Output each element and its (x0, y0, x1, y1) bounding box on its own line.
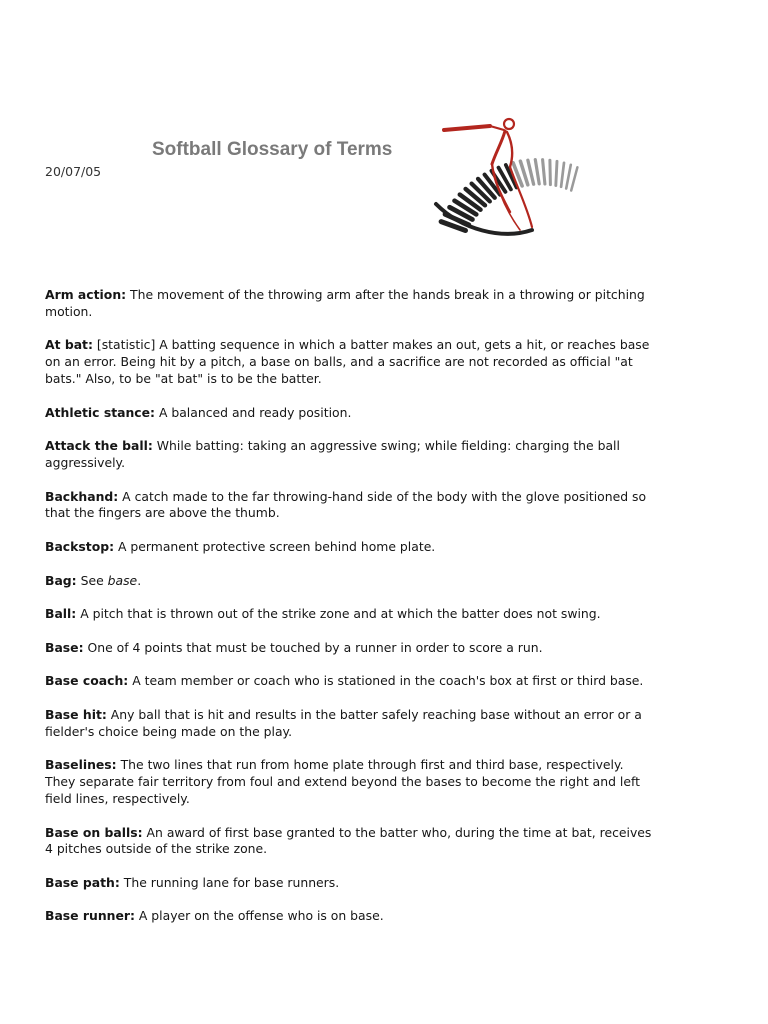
glossary-term: Base on balls: (45, 824, 143, 840)
glossary-entry (45, 539, 655, 556)
glossary-definition: Any ball that is hit and results in the batter safely reaching base without an error or a fielder's choice being made on the play. (45, 706, 642, 739)
glossary-entry (45, 337, 655, 387)
glossary-definition-end: . (137, 572, 142, 588)
glossary-definition: See (76, 572, 108, 588)
glossary-definition: A team member or coach who is stationed in the coach's box at first or third base. (128, 673, 644, 689)
logo-stripe (561, 163, 564, 187)
glossary-definition: The movement of the throwing arm after the hands break in a throwing or pitching motion. (45, 287, 645, 319)
glossary-definition: An award of first base granted to the batter who, during the time at bat, receives 4 pitches outside of the strike zone. (45, 824, 652, 857)
glossary-entry (45, 287, 655, 321)
glossary-definition: A balanced and ready position. (155, 404, 352, 420)
glossary-entry (45, 908, 655, 925)
glossary-term: Bag: (45, 572, 77, 588)
glossary-definition: A catch made to the far throwing-hand side of the body with the glove positioned so that the fingers are above the thumb. (45, 488, 647, 521)
glossary-entry (45, 875, 655, 892)
glossary-entry (45, 438, 655, 472)
glossary-entry (45, 573, 655, 590)
softball-pitcher-logo-icon (432, 112, 582, 252)
glossary-definition: A permanent protective screen behind home plate. (114, 538, 436, 554)
glossary-term: Ball: (45, 606, 77, 622)
logo-stripe (571, 167, 577, 190)
glossary-entry (45, 489, 655, 523)
glossary-term: Base: (45, 639, 84, 655)
glossary-term: At bat: (45, 337, 93, 353)
glossary-term: Base hit: (45, 706, 107, 722)
glossary-list (45, 287, 655, 942)
glossary-entry (45, 757, 655, 807)
glossary-term: Arm action: (45, 287, 127, 302)
glossary-entry (45, 707, 655, 741)
logo-stripe (543, 160, 545, 184)
logo-stripe (566, 165, 571, 189)
glossary-definition: While batting: taking an aggressive swing; while fielding: charging the ball aggressively. (45, 438, 620, 470)
glossary-entry (45, 825, 655, 859)
glossary-term: Base path: (45, 874, 120, 890)
glossary-definition: The two lines that run from home plate through first and third base, respectively. They separate fair territory from foul and extend beyond the bases to become the right and left field lines, respectively. (45, 757, 640, 806)
glossary-entry (45, 606, 655, 623)
logo-stripe (528, 160, 534, 184)
glossary-entry (45, 405, 655, 422)
glossary-term: Attack the ball: (45, 438, 153, 454)
glossary-definition: A player on the offense who is on base. (134, 908, 384, 924)
glossary-definition: A pitch that is thrown out of the strike zone and at which the batter does not swing. (76, 606, 601, 622)
page-title: Softball Glossary of Terms (152, 139, 393, 160)
logo-stripe (550, 160, 551, 184)
glossary-term: Baselines: (45, 757, 117, 773)
logo-stripe (556, 161, 557, 185)
glossary-term: Athletic stance: (45, 404, 155, 420)
glossary-term: Backhand: (45, 488, 119, 504)
glossary-entry (45, 640, 655, 657)
glossary-term: Base runner: (45, 908, 135, 924)
glossary-term: Base coach: (45, 673, 129, 689)
glossary-definition: The running lane for base runners. (119, 874, 340, 890)
glossary-entry (45, 673, 655, 690)
document-date: 20/07/05 (45, 164, 102, 179)
glossary-cross-reference: base (107, 572, 138, 588)
glossary-definition: [statistic] A batting sequence in which a batter makes an out, gets a hit, or reaches base on an error. Being hit by a pitch, a base on balls, and a sacrifice are not recorded as official "at bats." Also, to be "at bat" is to be the batter. (45, 337, 650, 386)
glossary-term: Backstop: (45, 538, 115, 554)
glossary-definition: One of 4 points that must be touched by a runner in order to score a run. (83, 639, 543, 655)
logo-stripe (535, 160, 539, 184)
